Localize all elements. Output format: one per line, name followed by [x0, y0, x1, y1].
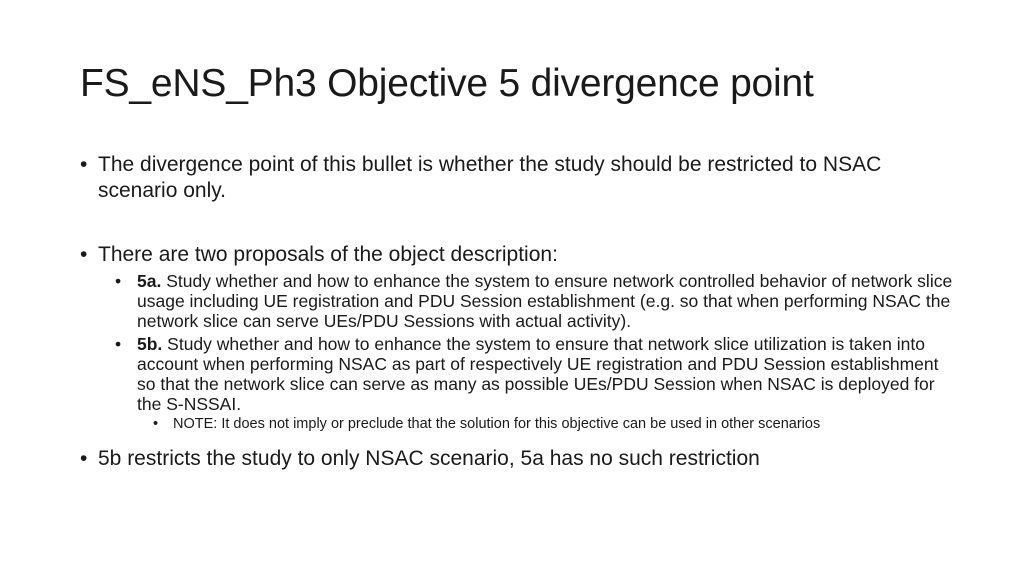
sub-bullet-5a [115, 271, 960, 331]
bullet-text: The divergence point of this bullet is whether the study should be restricted to NSAC scenario only. [98, 153, 882, 202]
sub-bullet-5b [115, 334, 960, 414]
note-bullet [153, 416, 960, 433]
bullet-dot-icon: • [80, 243, 88, 266]
bullet-dot-icon: • [80, 153, 88, 176]
proposal-tag: 5b. [137, 334, 163, 354]
bullet-dot-icon: • [115, 334, 122, 354]
bullet-text: There are two proposals of the object description: [98, 243, 558, 266]
proposal-tag: 5a. [137, 271, 162, 291]
bullet-text: 5b restricts the study to only NSAC scenario, 5a has no such restriction [98, 447, 760, 470]
note-text: NOTE: It does not imply or preclude that the solution for this objective can be used in other scenarios [173, 416, 821, 432]
bullet-list [80, 152, 960, 472]
slide-title: FS_eNS_Ph3 Objective 5 divergence point [80, 62, 814, 105]
bullet-dot-icon: • [80, 447, 88, 470]
bullet-dot-icon: • [115, 271, 122, 291]
bullet-item-proposals [80, 242, 960, 268]
proposal-text: Study whether and how to enhance the system to ensure network controlled behavior of network slice usage including UE registration and PDU Session establishment (e.g. so that when performing NSAC the network slice can serve UEs/PDU Sessions with actual activity). [137, 271, 953, 331]
proposal-text: Study whether and how to enhance the system to ensure that network slice utilization is taken into account when performing NSAC as part of respectively UE registration and PDU Session establishment so that the network slice can serve as many as possible UEs/PDU Session when NSAC is deployed for the S-NSSAI. [137, 334, 939, 414]
bullet-item-restriction [80, 446, 960, 472]
bullet-dot-icon: • [153, 416, 159, 432]
bullet-item-divergence [80, 152, 960, 204]
